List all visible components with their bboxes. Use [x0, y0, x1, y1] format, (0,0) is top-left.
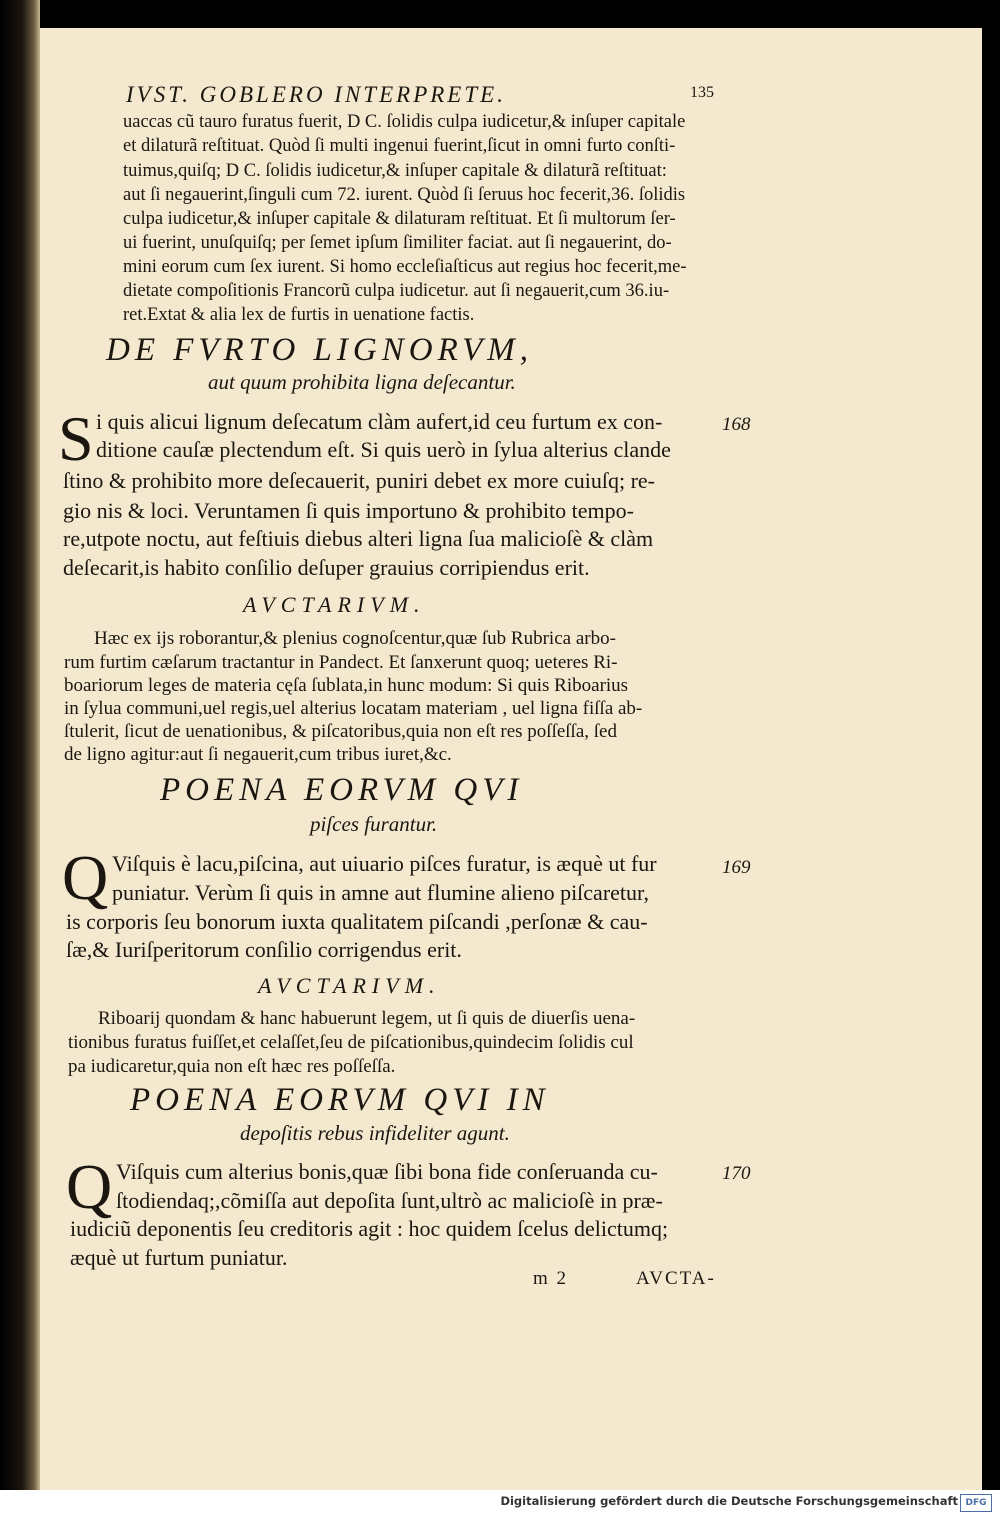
section-subheading: aut quum prohibita ligna deſecantur. [208, 370, 516, 394]
text-line: aut ſi negauerint,ſinguli cum 72. iurent. Quòd ſi ſeruus hoc fecerit,36. ſolidis [123, 185, 686, 205]
text-line: iudiciũ deponentis ſeu creditoris agit : hoc quidem ſcelus delictumq; [70, 1216, 669, 1241]
book-gutter [0, 0, 40, 1490]
digitization-strip [0, 1490, 1000, 1515]
text-line: ſtodiendaq;,cõmiſſa aut depoſita ſunt,ultrò ac malicioſè in præ- [116, 1188, 663, 1213]
text-line: boariorum leges de materia cęſa ſublata,in hunc modum: Si quis Riboarius [64, 675, 629, 696]
text-line: Hæc ex ijs roborantur,& plenius cognoſcentur,quæ ſub Rubrica arbo- [94, 628, 616, 649]
text-line: culpa iudicetur,& inſuper capitale & dilaturam reſtituat. Et ſi multorum ſer- [123, 209, 676, 229]
margin-note-number: 168 [722, 414, 751, 435]
text-line: rum furtim cæſarum tractantur in Pandect. Et ſanxerunt quoq; ueteres Ri- [64, 652, 618, 673]
text-line: ditione cauſæ plectendum eſt. Si quis uerò in ſylua alterius clande [96, 437, 671, 462]
auctarium-heading: AVCTARIVM. [243, 592, 426, 617]
text-line: de ligno agitur:aut ſi negauerit,cum tribus iuret,&c. [64, 744, 452, 765]
funding-notice: Digitalisierung gefördert durch die Deutsche Forschungsgemeinschaft [500, 1494, 958, 1508]
section-heading: POENA EORVM QVI [160, 772, 524, 808]
section-heading: DE FVRTO LIGNORVM, [106, 332, 534, 368]
text-line: is corporis ſeu bonorum iuxta qualitatem piſcandi ,perſonæ & cau- [66, 909, 648, 934]
scan-border [982, 0, 1000, 1490]
text-line: deſecarit,is habito conſilio deſuper grauius corripiendus erit. [63, 555, 590, 580]
section-subheading: piſces furantur. [310, 812, 438, 836]
drop-cap: Q [66, 1151, 113, 1222]
drop-cap: S [58, 403, 94, 474]
catchword: AVCTA- [636, 1268, 716, 1289]
text-line: mini eorum cum ſex iurent. Si homo eccleſiaſticus aut regius hoc fecerit,me- [123, 257, 687, 277]
text-line: gio nis & loci. Veruntamen ſi quis importuno & prohibito tempo- [63, 498, 634, 523]
margin-note-number: 170 [722, 1163, 751, 1184]
text-line: dietate compoſitionis Francorũ culpa iudicetur. aut ſi negauerit,cum 36.iu- [123, 281, 670, 301]
margin-note-number: 169 [722, 857, 751, 878]
page-number: 135 [690, 84, 714, 101]
text-line: Viſquis è lacu,piſcina, aut uiuario piſces furatur, is æquè ut fur [112, 851, 657, 876]
section-heading: POENA EORVM QVI IN [130, 1082, 550, 1118]
text-line: puniatur. Verùm ſi quis in amne aut flumine alieno piſcaretur, [112, 880, 649, 905]
running-title: IVST. GOBLERO INTERPRETE. [126, 82, 506, 107]
auctarium-heading: AVCTARIVM. [258, 973, 441, 998]
text-line: æquè ut furtum puniatur. [70, 1245, 288, 1270]
text-line: et dilaturã reſtituat. Quòd ſi multi ingenui fuerint,ſicut in omni furto conſti- [123, 136, 676, 156]
text-line: ui fuerint, unuſquiſq; per ſemet ipſum ſimiliter faciat. aut ſi negauerint, do- [123, 233, 672, 253]
text-line: tionibus furatus fuiſſet,et celaſſet,ſeu de piſcationibus,quindecim ſolidis cul [68, 1032, 634, 1053]
text-line: Riboarij quondam & hanc habuerunt legem, ut ſi quis de diuerſis uena- [98, 1008, 636, 1029]
text-line: pa iudicaretur,quia non eſt hæc res poſſeſſa. [68, 1056, 396, 1077]
text-line: ſæ,& Iuriſperitorum conſilio corrigendus erit. [66, 937, 462, 962]
drop-cap: Q [62, 842, 109, 913]
text-line: ſtino & prohibito more deſecauerit, puniri debet ex more cuiuſq; re- [63, 468, 655, 493]
text-line: i quis alicui lignum deſecatum clàm aufert,id ceu furtum ex con- [96, 409, 663, 434]
signature-mark: m 2 [533, 1268, 569, 1289]
text-line: uaccas cũ tauro furatus fuerit, D C. ſolidis culpa iudicetur,& inſuper capitale [123, 112, 686, 132]
text-line: in ſylua communi,uel regis,uel alterius locatam materiam , uel ligna fiſſa ab- [64, 698, 643, 719]
text-line: re,utpote noctu, aut feſtiuis diebus alteri ligna ſua malicioſè & clàm [63, 526, 654, 551]
text-line: tuimus,quiſq; D C. ſolidis iudicetur,& inſuper capitale & dilaturã reſtituat: [123, 161, 667, 181]
dfg-logo: DFG [960, 1494, 992, 1512]
text-line: Viſquis cum alterius bonis,quæ ſibi bona fide conſeruanda cu- [116, 1159, 658, 1184]
text-line: ret.Extat & alia lex de furtis in uenatione factis. [123, 305, 475, 325]
section-subheading: depoſitis rebus infideliter agunt. [240, 1121, 510, 1145]
text-line: ſtulerit, ſicut de uenationibus, & piſcatoribus,quia non eſt res poſſeſſa, ſed [64, 721, 617, 742]
